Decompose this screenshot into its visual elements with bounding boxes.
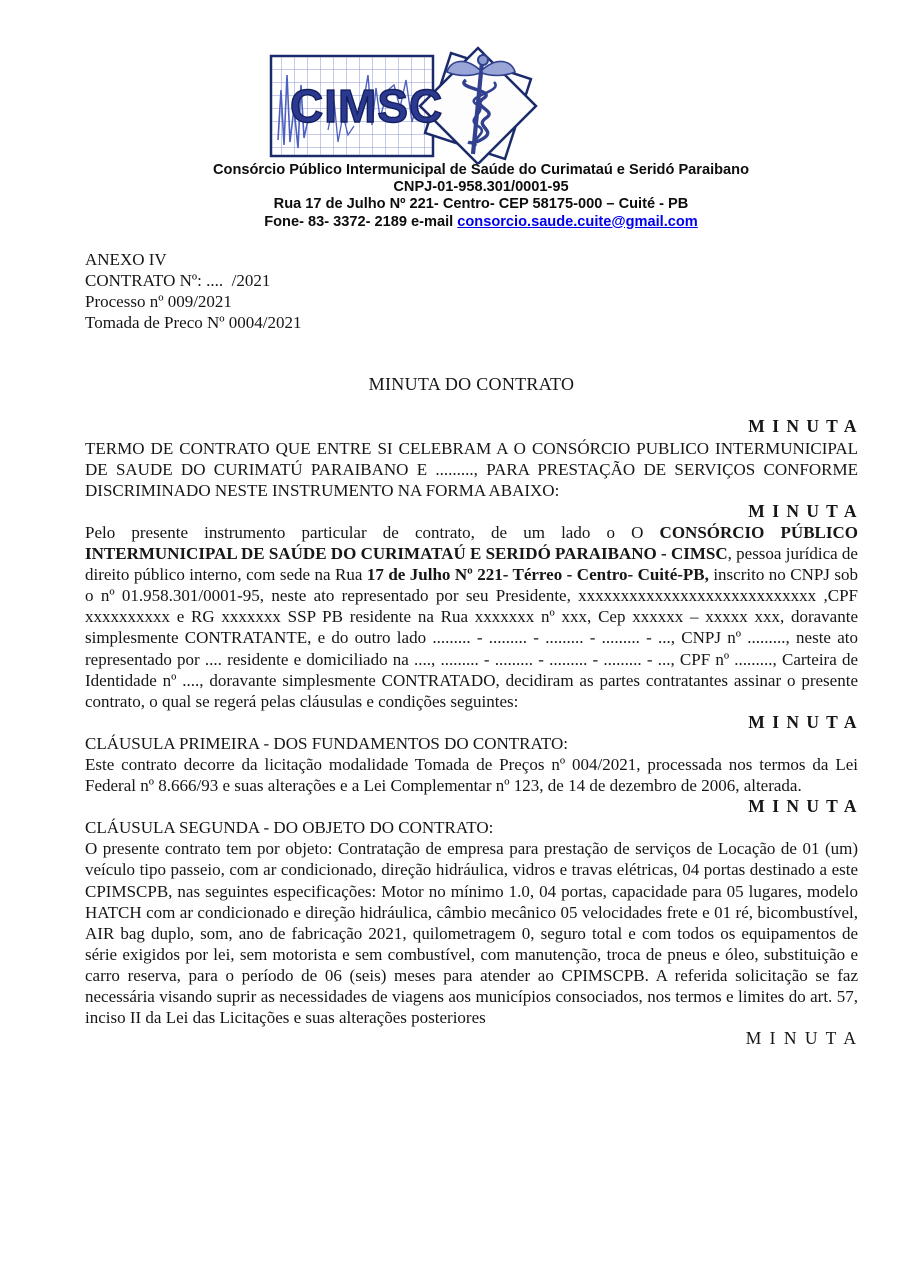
clausula-primeira-body: Este contrato decorre da licitação modalidade Tomada de Preços nº 004/2021, processada nos termos da Lei Federal nº 8.666/93 e suas alterações e a Lei Complementar nº 123, de 14 de dezembro de 2006, alterada.	[85, 754, 858, 796]
text-segment: , pessoa jurídica de direito público interno, com sede na Rua	[85, 544, 858, 585]
contractor-name-bold: CONSÓRCIO PÚBLICO INTERMUNICIPAL DE SAÚDE DO CURIMATAÚ E SERIDÓ PARAIBANO - CIMSC	[85, 522, 858, 564]
clausula-segunda-body: O presente contrato tem por objeto: Contratação de empresa para prestação de serviços de Locação de 01 (um) veículo tipo passeio, com ar condicionado, direção hidráulica, vidros e travas elétricas, 04 portas destinado a este CPIMSCPB, nas seguintes especificações: Motor no mínimo 1.0, 04 portas, capacidade para 05 lugares, modelo HATCH com ar condicionado e direção hidráulica, câmbio mecânico 05 velocidades frete e 01 ré, bicombustível, AIR bag duplo, som, ano de fabricação 2021, quilometragem 0, seguro total e com todos os equipamentos de série exigidos por lei, sem motorista e sem combustível, com manutenção, troca de pneus e óleo, substituição e carro reserva, para o período de 06 (seis) meses para atender ao CPIMSCPB. A referida solicitação se faz necessária visando suprir as necessidades de viagens aos municípios consociados, nos termos e limites do art. 57, inciso II da Lei das Licitações e suas alterações posteriores	[85, 839, 858, 1028]
minuta-watermark: M I N U T A	[748, 711, 858, 732]
contract-meta	[85, 249, 858, 333]
meta-processo-number: Processo nº 009/2021	[85, 292, 232, 312]
minuta-watermark: M I N U T A	[748, 796, 858, 817]
minuta-watermark: M I N U T A	[745, 1028, 858, 1049]
party-paragraph	[85, 522, 858, 712]
org-cnpj: CNPJ-01-958.301/0001-95	[393, 179, 569, 196]
address-bold: 17 de Julho Nº 221- Térreo - Centro- Cuité-PB,	[366, 565, 709, 585]
termo-preamble: TERMO DE CONTRATO QUE ENTRE SI CELEBRAM A O CONSÓRCIO PUBLICO INTERMUNICIPAL DE SAUDE DO CURIMATÚ PARAIBANO E ........., PARA PRESTAÇÃO DE SERVIÇOS CONFORME DISCRIMINADO NESTE INSTRUMENTO NA FORMA ABAIXO:	[85, 438, 858, 500]
org-phone: Fone- 83- 3372- 2189 e-mail	[264, 213, 458, 230]
minuta-watermark: M I N U T A	[748, 500, 858, 521]
meta-tomada-number: Tomada de Preco Nº 0004/2021	[85, 313, 302, 333]
contract-body	[85, 249, 858, 1049]
org-contact-line	[62, 214, 900, 231]
minuta-watermark: M I N U T A	[748, 416, 858, 437]
org-email-link[interactable]: consorcio.saude.cuite@gmail.com	[457, 213, 698, 230]
org-name: Consórcio Público Intermunicipal de Saúde do Curimataú e Seridó Paraibano	[212, 162, 749, 178]
document-title: MINUTA DO CONTRATO	[368, 374, 575, 395]
org-header	[0, 162, 900, 231]
text-segment: Pelo presente instrumento particular de contrato, de um lado o O	[85, 522, 660, 542]
meta-anexo: ANEXO IV	[85, 250, 167, 269]
cimsc-logo	[268, 30, 548, 164]
org-address: Rua 17 de Julho Nº 221- Centro- CEP 58175-000 – Cuité - PB	[273, 196, 689, 213]
text-segment: inscrito no CNPJ sob o nº 01.958.301/0001-95, neste ato representado por seu Presidente, xxxxxxxxxxxxxxxxxxxxxxxxxxxx ,CPF xxxxxxxxxx e RG xxxxxxx SSP PB residente na Rua xxxxxxx nº xxx, Cep xxxxxx – xxxxx xxx, doravante simplesmente CONTRATANTE, e do outro lado ......... - ......... - ......... - ......... - ..., CNPJ nº ........., neste ato representado por .... residente e domiciliado na ...., ......... - ......... - ......... - ......... - ..., CPF nº ........., Carteira de Identidade nº ...., doravante simplesmente CONTRATADO, decidiram as partes contratantes assinar o presente contrato, o qual se regerá pelas cláusulas e condições seguintes:	[85, 565, 858, 711]
clausula-primeira-heading: CLÁUSULA PRIMEIRA - DOS FUNDAMENTOS DO CONTRATO:	[85, 733, 568, 753]
cimsc-logo-graphic	[268, 30, 548, 164]
clausula-segunda-heading: CLÁUSULA SEGUNDA - DO OBJETO DO CONTRATO:	[85, 818, 494, 838]
logo-acronym: CIMSC	[290, 80, 444, 132]
meta-contrato-number: CONTRATO Nº: .... /2021	[85, 271, 271, 291]
